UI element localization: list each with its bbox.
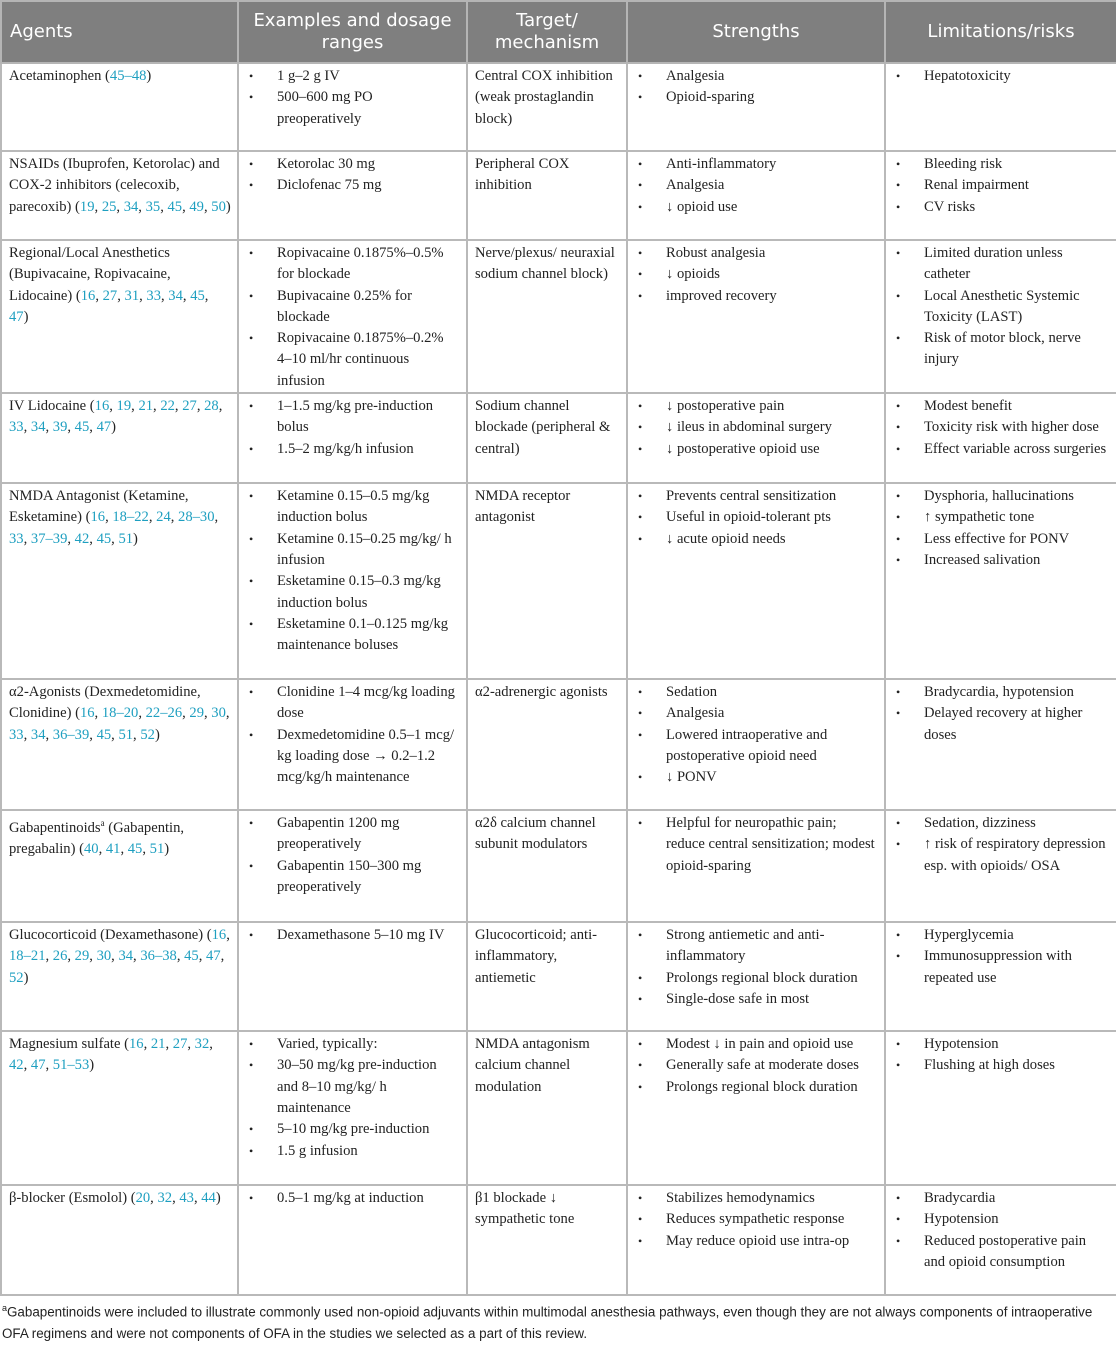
reference-link[interactable]: 33	[9, 530, 24, 547]
list-item: • 5–10 mg/kg pre-induction	[266, 1119, 460, 1140]
strengths-list	[635, 243, 878, 307]
agent-name: IV Lidocaine	[9, 398, 87, 415]
strengths-cell	[627, 483, 885, 679]
risks-list	[893, 154, 1110, 218]
strengths-cell	[627, 63, 885, 151]
list-item: • ↓ opioid use	[655, 197, 878, 218]
agent-cell: Gabapentinoids$^a$ (Gabapentin, pregabalin) (40, 41, 45, 51)	[1, 810, 238, 922]
reference-link[interactable]: 26	[52, 948, 68, 965]
list-item: • Modest benefit	[913, 396, 1110, 417]
list-item: • Analgesia	[655, 66, 878, 87]
strengths-cell	[627, 922, 885, 1031]
target-cell: Glucocorticoid; anti-inflammatory, antiemetic	[467, 922, 627, 1031]
reference-link[interactable]: 44	[201, 1190, 216, 1207]
examples-list	[246, 813, 460, 898]
reference-link[interactable]: 19	[116, 398, 132, 415]
risks-list	[893, 682, 1110, 746]
reference-link[interactable]: 31	[124, 287, 140, 304]
examples-cell	[238, 393, 467, 483]
list-item: • 1 g–2 g IV	[266, 66, 460, 87]
table-row	[1, 151, 1116, 240]
strengths-cell	[627, 240, 885, 393]
footnote-text: Gabapentinoids were included to illustrate commonly used non-opioid adjuvants within multimodal anesthesia pathways, even though they are not always components of intraoperative OFA regimens and were not components of OFA in the studies we selected as a part of this review.	[2, 1304, 1093, 1341]
reference-link[interactable]: 39	[52, 419, 68, 436]
risks-list	[893, 925, 1110, 989]
strengths-cell	[627, 393, 885, 483]
agent-name: Regional/Local Anesthetics (Bupivacaine, Ropivacaine, Lidocaine)	[9, 245, 171, 304]
header-examples: Examples and dosage ranges	[238, 1, 467, 63]
header-strengths: Strengths	[627, 1, 885, 63]
reference-link[interactable]: 29	[74, 948, 90, 965]
examples-cell	[238, 483, 467, 679]
reference-link[interactable]: 30	[96, 948, 112, 965]
table-row	[1, 810, 1116, 922]
list-item: • Analgesia	[655, 175, 878, 196]
list-item: • Ropivacaine 0.1875%–0.2% 4–10 ml/hr continuous infusion	[266, 328, 460, 392]
list-item: • ↑ sympathetic tone	[913, 507, 1110, 528]
strengths-cell	[627, 810, 885, 922]
reference-link[interactable]: 45	[96, 530, 112, 547]
reference-link[interactable]: 16	[90, 509, 106, 526]
examples-cell	[238, 240, 467, 393]
reference-link[interactable]: 18–22	[112, 509, 149, 526]
list-item: • Flushing at high doses	[913, 1055, 1110, 1076]
reference-link[interactable]: 16	[128, 1036, 144, 1053]
agent-cell: NMDA Antagonist (Ketamine, Esketamine) (16, 18–22, 24, 28–30, 33, 37–39, 42, 45, 51)	[1, 483, 238, 679]
reference-link[interactable]: 45	[127, 841, 143, 858]
list-item: • ↓ postoperative pain	[655, 396, 878, 417]
target-cell: Sodium channel blockade (peripheral & central)	[467, 393, 627, 483]
target-cell: Peripheral COX inhibition	[467, 151, 627, 240]
table-row	[1, 483, 1116, 679]
examples-cell	[238, 63, 467, 151]
strengths-list	[635, 66, 878, 109]
examples-list	[246, 396, 460, 460]
list-item: • Bleeding risk	[913, 154, 1110, 175]
list-item: • Helpful for neuropathic pain; reduce central sensitization; modest opioid-sparing	[655, 813, 878, 877]
list-item: • Ketorolac 30 mg	[266, 154, 460, 175]
reference-link[interactable]: 29	[189, 705, 204, 722]
reference-link[interactable]: 37–39	[30, 530, 68, 547]
examples-list	[246, 1034, 460, 1162]
reference-link[interactable]: 24	[156, 509, 171, 526]
reference-link[interactable]: 22–26	[145, 705, 183, 722]
reference-link[interactable]: 27	[102, 287, 118, 304]
reference-link[interactable]: 45	[74, 419, 90, 436]
list-item: • Single-dose safe in most	[655, 989, 878, 1010]
list-item: • Esketamine 0.1–0.125 mg/kg maintenance boluses	[266, 614, 460, 657]
strengths-list	[635, 486, 878, 550]
agent-name: Gabapentinoids	[9, 819, 101, 836]
list-item: • Dexamethasone 5–10 mg IV	[266, 925, 460, 946]
list-item: • Modest ↓ in pain and opioid use	[655, 1034, 878, 1055]
reference-link[interactable]: 33	[146, 287, 161, 304]
risks-list	[893, 396, 1110, 460]
list-item: • Risk of motor block, nerve injury	[913, 328, 1110, 371]
risks-list	[893, 66, 1110, 87]
reference-link[interactable]: 30	[211, 705, 226, 722]
table-row	[1, 679, 1116, 810]
examples-cell	[238, 679, 467, 810]
strengths-list	[635, 396, 878, 460]
risks-cell	[885, 810, 1116, 922]
reference-link[interactable]: 27	[182, 398, 197, 415]
list-item: • Bradycardia, hypotension	[913, 682, 1110, 703]
list-item: • Less effective for PONV	[913, 529, 1110, 550]
reference-link[interactable]: 34	[30, 419, 46, 436]
list-item: • Clonidine 1–4 mcg/kg loading dose	[266, 682, 460, 725]
examples-list	[246, 243, 460, 392]
agent-cell: Acetaminophen (45–48)	[1, 63, 238, 151]
list-item: • Hyperglycemia	[913, 925, 1110, 946]
reference-link[interactable]: 18–20	[101, 705, 139, 722]
list-item: • ↓ acute opioid needs	[655, 529, 878, 550]
reference-link[interactable]: 42	[9, 1057, 24, 1074]
risks-list	[893, 1188, 1110, 1273]
list-item: • May reduce opioid use intra-op	[655, 1231, 878, 1252]
reference-link[interactable]: 34	[30, 726, 46, 743]
agent-name: β-blocker (Esmolol)	[9, 1190, 128, 1207]
reference-link[interactable]: 47	[96, 419, 112, 436]
list-item: • Bupivacaine 0.25% for blockade	[266, 286, 460, 329]
agent-name-rest: (Gabapentin, pregabalin)	[9, 819, 185, 858]
reference-link[interactable]: 16	[94, 398, 110, 415]
reference-link[interactable]: 47	[9, 308, 24, 325]
risks-cell	[885, 63, 1116, 151]
target-cell: Nerve/plexus/ neuraxial sodium channel block)	[467, 240, 627, 393]
list-item: • Esketamine 0.15–0.3 mg/kg induction bolus	[266, 571, 460, 614]
reference-link[interactable]: 52	[140, 726, 155, 743]
list-item: • Robust analgesia	[655, 243, 878, 264]
list-item: • CV risks	[913, 197, 1110, 218]
risks-cell	[885, 1185, 1116, 1295]
reference-link[interactable]: 45	[167, 198, 183, 215]
risks-cell	[885, 393, 1116, 483]
reference-link[interactable]: 45	[96, 726, 112, 743]
reference-link[interactable]: 27	[172, 1036, 188, 1053]
list-item: • Useful in opioid-tolerant pts	[655, 507, 878, 528]
list-item: • Increased salivation	[913, 550, 1110, 571]
reference-link[interactable]: 16	[80, 287, 96, 304]
list-item: • Gabapentin 150–300 mg preoperatively	[266, 856, 460, 899]
reference-link[interactable]: 45–48	[109, 68, 147, 84]
list-item: • Sedation	[655, 682, 878, 703]
list-item: • 0.5–1 mg/kg at induction	[266, 1188, 460, 1209]
list-item: • Renal impairment	[913, 175, 1110, 196]
reference-link[interactable]: 19	[79, 198, 95, 215]
list-item: • Reduced postoperative pain and opioid consumption	[913, 1231, 1110, 1274]
list-item: • ↑ risk of respiratory depression esp. with opioids/ OSA	[913, 834, 1110, 877]
table-row	[1, 1031, 1116, 1185]
footnote-marker: a	[2, 1303, 8, 1314]
agent-name: α2-Agonists (Dexmedetomidine, Clonidine)	[9, 684, 201, 722]
agent-name: Magnesium sulfate	[9, 1036, 121, 1053]
reference-link[interactable]: 50	[211, 198, 226, 215]
reference-link[interactable]: 32	[194, 1036, 210, 1053]
list-item: • Hypotension	[913, 1034, 1110, 1055]
reference-link[interactable]: 45	[190, 287, 205, 304]
risks-cell	[885, 151, 1116, 240]
risks-cell	[885, 922, 1116, 1031]
list-item: • 1.5 g infusion	[266, 1141, 460, 1162]
list-item: • Varied, typically:	[266, 1034, 460, 1055]
list-item: • Local Anesthetic Systemic Toxicity (LAST)	[913, 286, 1110, 329]
list-item: • Ropivacaine 0.1875%–0.5% for blockade	[266, 243, 460, 286]
agent-cell: NSAIDs (Ibuprofen, Ketorolac) and COX-2 inhibitors (celecoxib, parecoxib) (19, 25, 34, 35, 45, 49, 50)	[1, 151, 238, 240]
reference-link[interactable]: 33	[9, 726, 24, 743]
list-item: • 1.5–2 mg/kg/h infusion	[266, 439, 460, 460]
risks-cell	[885, 679, 1116, 810]
reference-link[interactable]: 43	[179, 1190, 194, 1207]
reference-link[interactable]: 21	[150, 1036, 166, 1053]
list-item: • 1–1.5 mg/kg pre-induction bolus	[266, 396, 460, 439]
risks-list	[893, 813, 1110, 877]
examples-list	[246, 66, 460, 130]
list-item: • 30–50 mg/kg pre-induction and 8–10 mg/kg/ h maintenance	[266, 1055, 460, 1119]
target-cell: NMDA receptor antagonist	[467, 483, 627, 679]
reference-link[interactable]: 28–30	[178, 509, 215, 526]
reference-link[interactable]: 33	[9, 419, 24, 436]
list-item: • Ketamine 0.15–0.25 mg/kg/ h infusion	[266, 529, 460, 572]
agent-cell: β-blocker (Esmolol) (20, 32, 43, 44)	[1, 1185, 238, 1295]
reference-link[interactable]: 51–53	[52, 1057, 90, 1074]
risks-list	[893, 1034, 1110, 1077]
table-row	[1, 922, 1116, 1031]
list-item: • improved recovery	[655, 286, 878, 307]
list-item: • Reduces sympathetic response	[655, 1209, 878, 1230]
agent-name: NMDA Antagonist (Ketamine, Esketamine)	[9, 488, 189, 526]
list-item: • Sedation, dizziness	[913, 813, 1110, 834]
examples-list	[246, 682, 460, 788]
list-item: • Opioid-sparing	[655, 87, 878, 108]
header-agents: Agents	[1, 1, 238, 63]
list-item: • ↓ PONV	[655, 767, 878, 788]
reference-link[interactable]: 51	[118, 726, 134, 743]
target-cell: α2δ calcium channel subunit modulators	[467, 810, 627, 922]
agent-name: NSAIDs (Ibuprofen, Ketorolac) and COX-2 inhibitors (celecoxib, parecoxib)	[9, 156, 220, 215]
reference-link[interactable]: 25	[101, 198, 117, 215]
list-item: • Hypotension	[913, 1209, 1110, 1230]
examples-list	[246, 925, 460, 946]
reference-link[interactable]: 51	[118, 530, 134, 547]
table-row	[1, 240, 1116, 393]
risks-cell	[885, 240, 1116, 393]
reference-link[interactable]: 36–38	[140, 948, 177, 965]
list-item: • Effect variable across surgeries	[913, 439, 1110, 460]
list-item: • Hepatotoxicity	[913, 66, 1110, 87]
examples-cell	[238, 922, 467, 1031]
list-item: • Stabilizes hemodynamics	[655, 1188, 878, 1209]
reference-link[interactable]: 36–39	[52, 726, 90, 743]
table-row	[1, 63, 1116, 151]
list-item: • Analgesia	[655, 703, 878, 724]
strengths-list	[635, 1188, 878, 1252]
header-target: Target/ mechanism	[467, 1, 627, 63]
header-limitations: Limitations/risks	[885, 1, 1116, 63]
list-item: • Bradycardia	[913, 1188, 1110, 1209]
examples-cell	[238, 151, 467, 240]
reference-link[interactable]: 47	[30, 1057, 46, 1074]
examples-list	[246, 154, 460, 197]
agent-cell: IV Lidocaine (16, 19, 21, 22, 27, 28, 33, 34, 39, 45, 47)	[1, 393, 238, 483]
agent-name: Acetaminophen	[9, 68, 102, 84]
agent-name: Glucocorticoid (Dexamethasone)	[9, 927, 204, 944]
reference-link[interactable]: 47	[206, 948, 221, 965]
reference-link[interactable]: 49	[189, 198, 204, 215]
list-item: • Anti-inflammatory	[655, 154, 878, 175]
table-row	[1, 393, 1116, 483]
strengths-list	[635, 925, 878, 1010]
reference-link[interactable]: 51	[149, 841, 165, 858]
reference-link[interactable]: 34	[168, 287, 183, 304]
risks-list	[893, 243, 1110, 371]
reference-link[interactable]: 16	[211, 927, 227, 944]
list-item: • Prolongs regional block duration	[655, 968, 878, 989]
examples-cell	[238, 1031, 467, 1185]
examples-cell	[238, 1185, 467, 1295]
list-item: • ↓ opioids	[655, 264, 878, 285]
examples-list	[246, 486, 460, 656]
agent-cell: α2-Agonists (Dexmedetomidine, Clonidine) (16, 18–20, 22–26, 29, 30, 33, 34, 36–39, 45, 51, 52)	[1, 679, 238, 810]
reference-link[interactable]: 28	[204, 398, 219, 415]
agent-cell: Glucocorticoid (Dexamethasone) (16, 18–21, 26, 29, 30, 34, 36–38, 45, 47, 52)	[1, 922, 238, 1031]
strengths-list	[635, 154, 878, 218]
list-item: • Lowered intraoperative and postoperative opioid need	[655, 725, 878, 768]
strengths-cell	[627, 151, 885, 240]
reference-link[interactable]: 22	[160, 398, 175, 415]
footnote-marker: a	[100, 818, 105, 829]
strengths-list	[635, 682, 878, 788]
footnote	[0, 1296, 1116, 1345]
strengths-cell	[627, 679, 885, 810]
list-item: • Diclofenac 75 mg	[266, 175, 460, 196]
reference-link[interactable]: 52	[9, 969, 24, 986]
risks-cell	[885, 483, 1116, 679]
list-item: • Toxicity risk with higher dose	[913, 417, 1110, 438]
reference-link[interactable]: 45	[184, 948, 199, 965]
target-cell: α2-adrenergic agonists	[467, 679, 627, 810]
reference-link[interactable]: 16	[79, 705, 95, 722]
examples-list	[246, 1188, 460, 1209]
list-item: • Dysphoria, hallucinations	[913, 486, 1110, 507]
reference-link[interactable]: 18–21	[9, 948, 46, 965]
list-item: • Generally safe at moderate doses	[655, 1055, 878, 1076]
reference-link[interactable]: 42	[74, 530, 90, 547]
agent-cell: Regional/Local Anesthetics (Bupivacaine, Ropivacaine, Lidocaine) (16, 27, 31, 33, 34, 45, 47)	[1, 240, 238, 393]
reference-link[interactable]: 40	[83, 841, 99, 858]
target-cell: NMDA antagonism calcium channel modulation	[467, 1031, 627, 1185]
risks-cell	[885, 1031, 1116, 1185]
list-item: • ↓ ileus in abdominal surgery	[655, 417, 878, 438]
strengths-list	[635, 813, 878, 877]
list-item: • ↓ postoperative opioid use	[655, 439, 878, 460]
list-item: • Ketamine 0.15–0.5 mg/kg induction bolus	[266, 486, 460, 529]
reference-link[interactable]: 21	[138, 398, 154, 415]
strengths-cell	[627, 1185, 885, 1295]
list-item: • Limited duration unless catheter	[913, 243, 1110, 286]
reference-link[interactable]: 32	[157, 1190, 173, 1207]
list-item: • Prolongs regional block duration	[655, 1077, 878, 1098]
list-item: • Immunosuppression with repeated use	[913, 946, 1110, 989]
target-cell: Central COX inhibition (weak prostaglandin block)	[467, 63, 627, 151]
reference-link[interactable]: 34	[118, 948, 134, 965]
reference-link[interactable]: 34	[123, 198, 139, 215]
list-item: • Strong antiemetic and anti-inflammatory	[655, 925, 878, 968]
target-cell: β1 blockade ↓ sympathetic tone	[467, 1185, 627, 1295]
list-item: • Gabapentin 1200 mg preoperatively	[266, 813, 460, 856]
list-item: • Prevents central sensitization	[655, 486, 878, 507]
reference-link[interactable]: 20	[135, 1190, 151, 1207]
risks-list	[893, 486, 1110, 571]
header-row	[1, 1, 1116, 63]
list-item: • 500–600 mg PO preoperatively	[266, 87, 460, 130]
agent-cell: Magnesium sulfate (16, 21, 27, 32, 42, 47, 51–53)	[1, 1031, 238, 1185]
list-item: • Delayed recovery at higher doses	[913, 703, 1110, 746]
list-item: • Dexmedetomidine 0.5–1 mcg/ kg loading dose → 0.2–1.2 mcg/kg/h maintenance	[266, 725, 460, 789]
strengths-list	[635, 1034, 878, 1098]
reference-link[interactable]: 35	[145, 198, 161, 215]
table-row	[1, 1185, 1116, 1295]
reference-link[interactable]: 41	[105, 841, 121, 858]
examples-cell	[238, 810, 467, 922]
strengths-cell	[627, 1031, 885, 1185]
